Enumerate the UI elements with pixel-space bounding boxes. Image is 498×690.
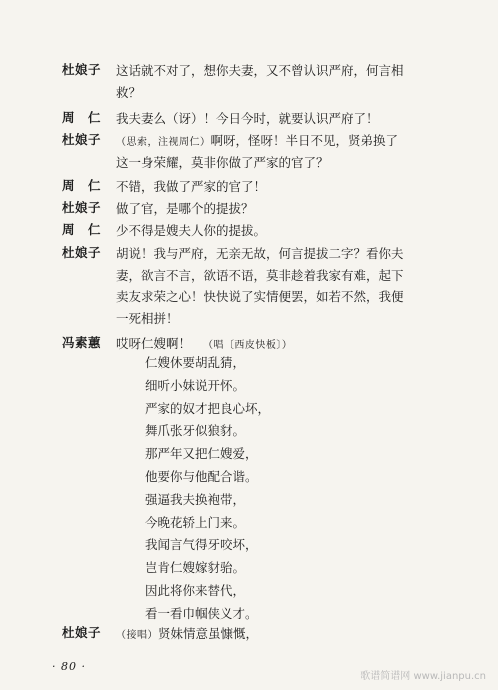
dialogue-text: 哎呀仁嫂啊！ xyxy=(116,336,192,351)
stage-direction: （思索，注视周仁） xyxy=(116,137,211,148)
dialogue-text: 这一身荣耀，莫非你做了严家的官了？ xyxy=(116,154,329,170)
dialogue-text: 我夫妻么（讶）！今日今时，就要认识严府了！ xyxy=(116,111,379,126)
speaker-name: 周 仁 xyxy=(62,110,102,125)
verse-line: 强逼我夫换袍带， xyxy=(145,491,246,507)
verse-line: 我闻言气得牙咬坏， xyxy=(145,537,258,553)
dialogue-text: 卖友求荣之心！快快说了实情便罢，如若不然，我便 xyxy=(116,289,404,304)
song-verse xyxy=(145,352,445,626)
dialogue-text: 救？ xyxy=(116,84,142,100)
dialogue-text: 做了官，是哪个的提拔？ xyxy=(116,201,254,216)
speaker-name: 杜娘子 xyxy=(62,132,102,147)
dialogue-text: 少不得是嫂夫人你的提拔。 xyxy=(116,223,267,238)
verse-line: 那严年又把仁嫂爱， xyxy=(145,446,258,462)
dialogue-text: 啊呀，怪呀！半日不见，贤弟换了 xyxy=(210,133,399,148)
verse-line: 仁嫂休要胡乱猜， xyxy=(145,355,246,370)
dialogue-text: 贤妹情意虽慷慨， xyxy=(158,626,259,641)
watermark: 歌谱简谱网 www.jianpu.cn xyxy=(360,671,486,682)
verse-line: 他要你与他配合谐。 xyxy=(145,468,258,484)
verse-line: 看一看巾帼侠义才。 xyxy=(145,605,258,621)
verse-line: 严家的奴才把良心坏， xyxy=(145,400,271,416)
speaker-name: 周 仁 xyxy=(62,178,102,193)
speaker-name: 杜娘子 xyxy=(62,625,102,640)
speaker-name: 周 仁 xyxy=(62,222,102,237)
speaker-name: 冯素蕙 xyxy=(62,335,102,350)
verse-line: 岂肯仁嫂嫁豺骀。 xyxy=(145,560,246,576)
verse-line: 细听小妹说开怀。 xyxy=(145,377,246,393)
verse-line: 因此将你来替代， xyxy=(145,582,246,598)
verse-line: 舞爪张牙似狼豺。 xyxy=(145,423,246,439)
dialogue-text: 妻，欲言不言，欲语不语，莫非趁着我家有难，起下 xyxy=(116,267,404,283)
page-number: · 80 · xyxy=(52,660,86,673)
speaker-name: 杜娘子 xyxy=(62,245,102,260)
dialogue-text: 不错，我做了严家的官了！ xyxy=(116,179,267,194)
dialogue-text: 一死相拼！ xyxy=(116,310,179,326)
stage-direction: （接唱） xyxy=(116,630,158,641)
speaker-name: 杜娘子 xyxy=(62,62,102,77)
dialogue-text: 胡说！我与严府，无亲无故，何言提拔二字？看你夫 xyxy=(116,246,404,261)
verse-line: 今晚花轿上门来。 xyxy=(145,514,246,530)
dialogue-text: 这话就不对了，想你夫妻，又不曾认识严府，何言相 xyxy=(116,63,404,78)
speaker-name: 杜娘子 xyxy=(62,200,102,215)
stage-direction: （唱〔西皮快板〕） xyxy=(202,340,293,351)
